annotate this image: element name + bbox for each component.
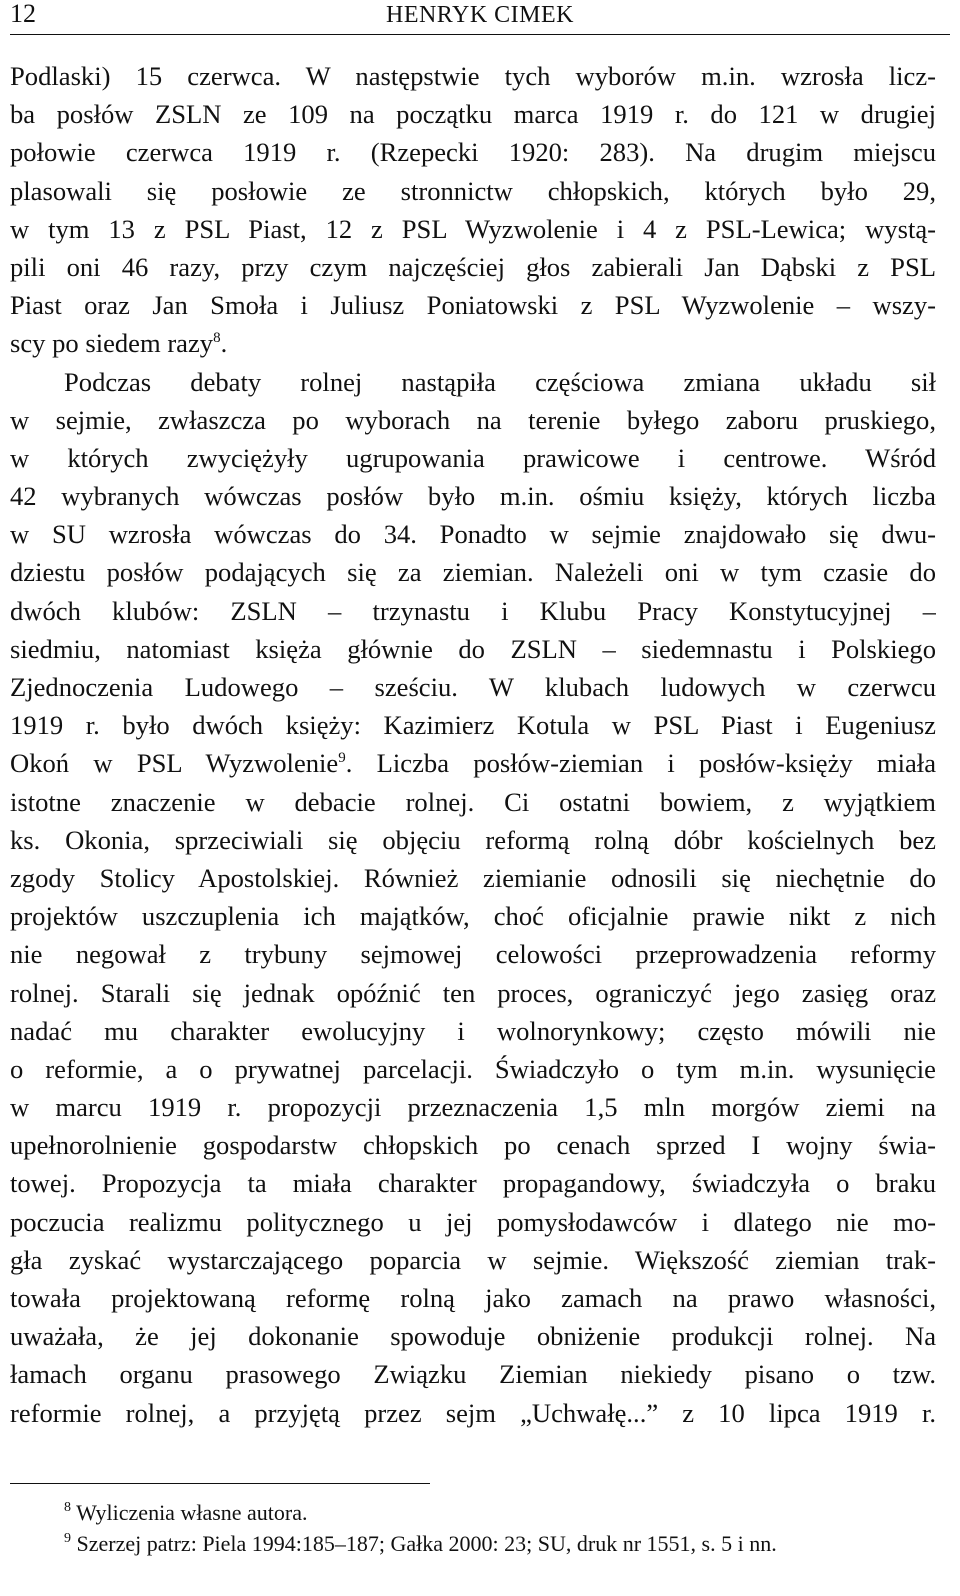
text-run: plasowali się posłowie ze stronnictw chłopskich, których było 29, bbox=[10, 175, 936, 206]
footnote-ref: 8 bbox=[213, 330, 221, 347]
text-run: rolnej. Starali się jednak opóźnić ten proces, ograniczyć jego zasięg oraz bbox=[10, 977, 936, 1008]
text-line bbox=[10, 897, 936, 935]
text-line bbox=[10, 324, 936, 362]
text-run: towała projektowaną reformę rolną jako zamach na prawo własności, bbox=[10, 1283, 936, 1313]
text-run: Zjednoczenia Ludowego – sześciu. W klubach ludowych w czerwcu bbox=[10, 672, 936, 702]
text-run: w sejmie, zwłaszcza po wyborach na terenie byłego zaboru pruskiego, bbox=[10, 404, 936, 435]
text-line bbox=[10, 248, 936, 286]
text-run: siedmiu, natomiast księża głównie do ZSLN – siedemnastu i Polskiego bbox=[10, 633, 936, 664]
text-run: w tym 13 z PSL Piast, 12 z PSL Wyzwolenie i 4 z PSL-Lewica; wystą- bbox=[10, 213, 936, 244]
text-line bbox=[10, 515, 936, 553]
text-run: połowie czerwca 1919 r. (Rzepecki 1920: 283). Na drugim miejscu bbox=[10, 137, 936, 168]
footnote-number: 9 bbox=[64, 1531, 71, 1546]
text-line bbox=[10, 821, 936, 859]
text-line bbox=[10, 133, 936, 171]
running-head: HENRYK CIMEK bbox=[385, 2, 574, 28]
text-run: . bbox=[220, 328, 228, 359]
text-run: poczucia realizmu politycznego u jej pomysłodawców i dlatego nie mo- bbox=[10, 1206, 936, 1237]
text-line bbox=[10, 859, 936, 897]
text-run: w których zwyciężyły ugrupowania prawicowe i centrowe. Wśród bbox=[10, 442, 936, 473]
text-line bbox=[10, 286, 936, 324]
footnotes bbox=[10, 1498, 936, 1560]
text-run: scy po siedem razy bbox=[10, 328, 214, 359]
text-run: dwóch klubów: ZSLN – trzynastu i Klubu Pracy Konstytucyjnej – bbox=[10, 595, 936, 626]
text-run: reformie rolnej, a przyjętą przez sejm „Uchwałę...” z 10 lipca 1919 r. bbox=[10, 1397, 936, 1428]
text-run: projektów uszczuplenia ich majątków, choć oficjalnie prawie nikt z nich bbox=[10, 901, 936, 932]
text-run: istotne znaczenie w debacie rolnej. Ci ostatni bowiem, z wyjątkiem bbox=[10, 786, 936, 817]
text-line bbox=[10, 630, 936, 668]
footnote-text: Wyliczenia własne autora. bbox=[76, 1500, 308, 1525]
text-line bbox=[10, 401, 936, 439]
text-run: w SU wzrosła wówczas do 34. Ponadto w sejmie znajdowało się dwu- bbox=[10, 519, 936, 550]
text-line bbox=[10, 210, 936, 248]
text-run: zgody Stolicy Apostolskiej. Również ziemianie odnosili się niechętnie do bbox=[10, 862, 936, 893]
text-line bbox=[10, 1241, 936, 1279]
text-line bbox=[10, 1012, 936, 1050]
text-run: towej. Propozycja ta miała charakter propagandowy, świadczyła o braku bbox=[10, 1168, 936, 1199]
footnote-rule bbox=[10, 1483, 430, 1484]
text-run: gła zyskać wystarczającego poparcia w sejmie. Większość ziemian trak- bbox=[10, 1244, 936, 1275]
footnote-number: 8 bbox=[64, 1500, 71, 1515]
text-line bbox=[10, 477, 936, 515]
text-line bbox=[10, 1203, 936, 1241]
text-run: 42 wybranych wówczas posłów było m.in. ośmiu księży, których liczba bbox=[10, 481, 936, 512]
text-run: w marcu 1919 r. propozycji przeznaczenia 1,5 mln morgów ziemi na bbox=[10, 1092, 936, 1123]
text-run: 1919 r. było dwóch księży: Kazimierz Kotula w PSL Piast i Eugeniusz bbox=[10, 710, 936, 741]
text-run: łamach organu prasowego Związku Ziemian niekiedy pisano o tzw. bbox=[10, 1359, 936, 1390]
text-line bbox=[10, 57, 936, 95]
text-run: uważała, że jej dokonanie spowoduje obniżenie produkcji rolnej. Na bbox=[10, 1321, 936, 1352]
text-line bbox=[10, 1088, 936, 1126]
text-line bbox=[10, 744, 936, 782]
body-text bbox=[10, 57, 936, 1432]
text-line bbox=[10, 974, 936, 1012]
text-line bbox=[10, 363, 936, 401]
text-run: Podczas debaty rolnej nastąpiła częściowa zmiana układu sił bbox=[64, 366, 936, 397]
text-line bbox=[10, 1355, 936, 1393]
text-line bbox=[10, 1050, 936, 1088]
text-line bbox=[10, 706, 936, 744]
text-line bbox=[10, 783, 936, 821]
text-run: pili oni 46 razy, przy czym najczęściej głos zabierali Jan Dąbski z PSL bbox=[10, 251, 936, 282]
text-run: Piast oraz Jan Smoła i Juliusz Poniatowski z PSL Wyzwolenie – wszy- bbox=[10, 290, 936, 321]
text-line bbox=[10, 592, 936, 630]
footnote bbox=[10, 1498, 936, 1529]
text-run: o reformie, a o prywatnej parcelacji. Świadczyło o tym m.in. wysunięcie bbox=[10, 1053, 936, 1084]
text-run: upełnorolnienie gospodarstw chłopskich po cenach sprzed I wojny świa- bbox=[10, 1130, 936, 1161]
text-line bbox=[10, 553, 936, 591]
text-line bbox=[10, 935, 936, 973]
text-run: Okoń w PSL Wyzwolenie bbox=[10, 748, 339, 779]
text-run: nie negował z trybuny sejmowej celowości przeprowadzenia reformy bbox=[10, 939, 936, 970]
text-line bbox=[10, 1164, 936, 1202]
page-number: 12 bbox=[10, 0, 36, 28]
text-line bbox=[10, 1279, 936, 1317]
text-line bbox=[10, 439, 936, 477]
text-line bbox=[10, 172, 936, 210]
text-run: ba posłów ZSLN ze 109 na początku marca 1919 r. do 121 w drugiej bbox=[10, 99, 936, 130]
text-line bbox=[10, 1317, 936, 1355]
footnote-text: Szerzej patrz: Piela 1994:185–187; Gałka 2000: 23; SU, druk nr 1551, s. 5 i nn. bbox=[76, 1531, 777, 1556]
text-line bbox=[10, 1126, 936, 1164]
text-run: dziestu posłów podających się za ziemian. Należeli oni w tym czasie do bbox=[10, 557, 936, 588]
text-run: ks. Okonia, sprzeciwiali się objęciu reformą rolną dóbr kościelnych bez bbox=[10, 824, 936, 855]
text-line bbox=[10, 668, 936, 706]
page-header bbox=[10, 0, 950, 35]
text-line bbox=[10, 1394, 936, 1432]
footnote bbox=[10, 1529, 936, 1560]
text-run: nadać mu charakter ewolucyjny i wolnorynkowy; często mówili nie bbox=[10, 1015, 936, 1046]
text-line bbox=[10, 95, 936, 133]
footnote-ref: 9 bbox=[338, 750, 346, 767]
text-run: Podlaski) 15 czerwca. W następstwie tych wyborów m.in. wzrosła licz- bbox=[10, 61, 936, 91]
text-run: . Liczba posłów-ziemian i posłów-księży miała bbox=[345, 748, 936, 779]
